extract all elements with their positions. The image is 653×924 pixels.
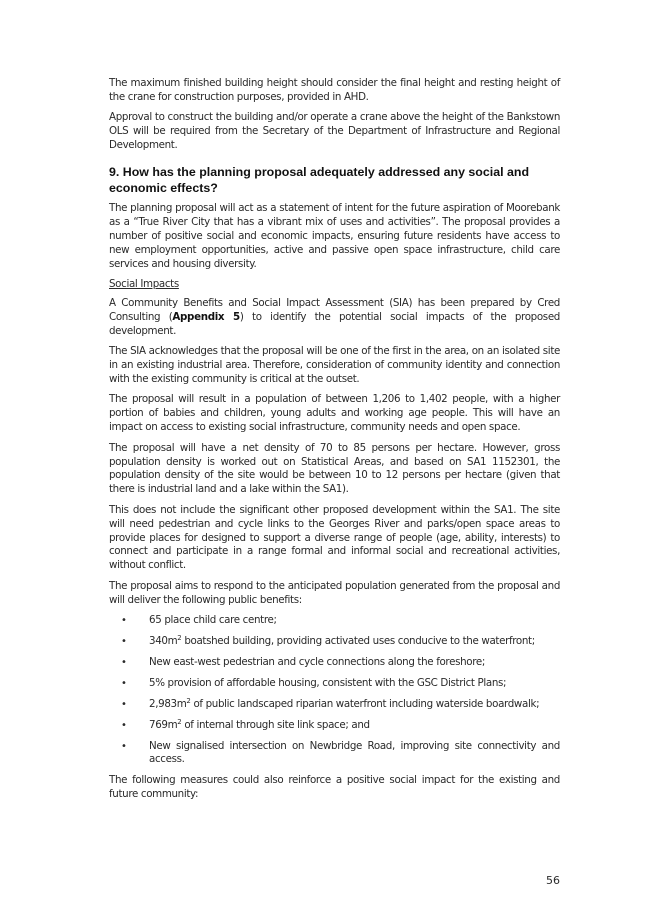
- text-run: A Community Benefits and Social Impact Assessment (SIA) has been prepared by Cred Consulting (: [109, 296, 560, 323]
- list-item: [109, 656, 560, 670]
- list-item: [109, 719, 560, 733]
- paragraph: The proposal will result in a population of between 1,206 to 1,402 people, with a higher portion of babies and children, young adults and working age people. This will have an impact on access to existing social infrastructure, community needs and open space.: [109, 393, 560, 434]
- list-item: [109, 740, 560, 768]
- list-item-text: 65 place child care centre;: [149, 614, 277, 627]
- list-item: [109, 677, 560, 691]
- paragraph: Approval to construct the building and/or operate a crane above the height of the Bankstown OLS will be required from the Secretary of the Department of Infrastructure and Regional Development.: [109, 111, 560, 152]
- superscript: 2: [177, 634, 182, 642]
- list-item-text: of internal through site link space; and: [181, 718, 370, 731]
- bullet-icon: •: [121, 740, 127, 752]
- paragraph: The maximum finished building height should consider the final height and resting height of the crane for construction purposes, provided in AHD.: [109, 77, 560, 103]
- superscript: 2: [186, 696, 191, 705]
- paragraph: The proposal will have a net density of 70 to 85 persons per hectare. However, gross population density is worked out on Statistical Areas, and based on SA1 1152301, the population density of the site would be between 10 to 12 persons per hectare (given that there is industrial land and a lake within the SA1).: [109, 441, 560, 496]
- benefits-list: [109, 614, 560, 767]
- list-item-text: 769m: [149, 718, 178, 731]
- bullet-icon: •: [121, 656, 127, 668]
- bullet-icon: •: [121, 719, 127, 731]
- paragraph: This does not include the significant other proposed development within the SA1. The site will need pedestrian and cycle links to the Georges River and parks/open space areas to provide places for designed to support a diverse range of people (age, ability, interests) to connect and participate in a range formal and informal social and recreational activities, without conflict.: [109, 503, 560, 572]
- page-number: 56: [546, 874, 560, 887]
- list-item: [109, 698, 560, 712]
- paragraph: The following measures could also reinforce a positive social impact for the existing and future community:: [109, 774, 560, 801]
- text-run: ) to identify the potential social impacts of the proposed development.: [109, 310, 560, 337]
- list-item-text: New east-west pedestrian and cycle connections along the foreshore;: [149, 655, 485, 668]
- list-item-text: New signalised intersection on Newbridge Road, improving site connectivity and access.: [149, 739, 560, 766]
- document-body: [109, 77, 560, 809]
- section-heading: 9. How has the planning proposal adequately addressed any social and economic effects?: [109, 165, 530, 195]
- bullet-icon: •: [121, 677, 127, 689]
- paragraph: The proposal aims to respond to the anticipated population generated from the proposal and will deliver the following public benefits:: [109, 579, 560, 606]
- bullet-icon: •: [121, 615, 127, 627]
- list-item: [109, 614, 560, 628]
- list-item-text: 5% provision of affordable housing, consistent with the GSC District Plans;: [149, 676, 507, 689]
- list-item-text: of public landscaped riparian waterfront including waterside boardwalk;: [190, 697, 540, 710]
- subheading: Social Impacts: [109, 278, 179, 291]
- paragraph: [109, 297, 560, 339]
- bullet-icon: •: [121, 698, 127, 710]
- list-item-text: 2,983m: [149, 697, 187, 710]
- paragraph: The planning proposal will act as a statement of intent for the future aspiration of Moorebank as a “True River City that has a vibrant mix of uses and activities”. The proposal provides a number of positive social and economic impacts, ensuring future residents have access to new employment opportunities, active and passive open space infrastructure, child care services and housing diversity.: [109, 202, 560, 270]
- appendix-reference: Appendix 5: [172, 310, 240, 323]
- list-item: [109, 635, 560, 649]
- list-item-text: boatshed building, providing activated uses conducive to the waterfront;: [181, 635, 535, 647]
- bullet-icon: •: [121, 636, 127, 647]
- superscript: 2: [177, 717, 182, 726]
- list-item-text: 340m: [149, 635, 178, 647]
- paragraph: The SIA acknowledges that the proposal will be one of the first in the area, on an isolated site in an existing industrial area. Therefore, consideration of community identity and connection with the existing community is critical at the outset.: [109, 345, 560, 385]
